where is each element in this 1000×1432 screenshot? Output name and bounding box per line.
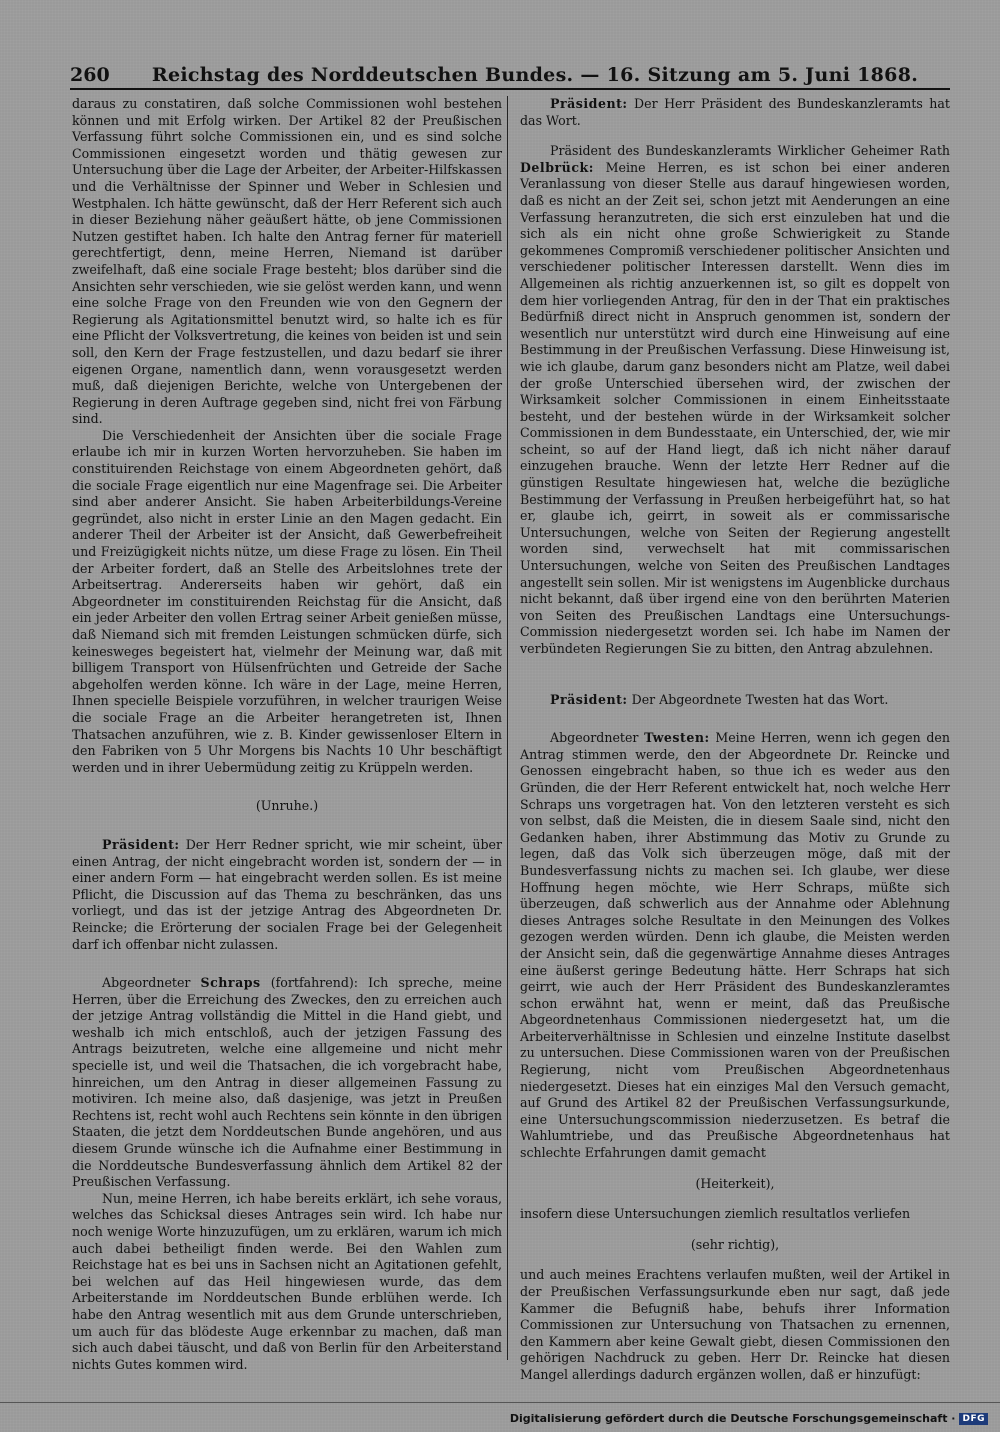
speech-paragraph	[72, 975, 502, 1191]
paragraph: daraus zu constatiren, daß solche Commissionen wohl bestehen können und mit Erfolg wirken. Der Artikel 82 der Preußischen Verfassung führt solche Commissionen ein, und es sind solche Commissionen eingesetzt worden und thätig gewesen zur Untersuchung über die Lage der Arbeiter, der Arbeiter-Hilfskassen und die Verhältnisse der Spinner und Weber in Schlesien und Westphalen. Ich hätte gewünscht, daß der Herr Referent sich auch in dieser Beziehung näher geäußert hätte, ob jene Commissionen Nutzen gestiftet haben. Ich halte den Antrag ferner für materiell gerechtfertigt, denn, meine Herren, Niemand ist darüber zweifelhaft, daß eine sociale Frage besteht; blos darüber sind die Ansichten sehr verschieden, wie sie gelöst werden kann, und wenn eine solche Frage von den Freunden wie von den Gegnern der Regierung als Agitationsmittel benutzt wird, so halte ich es für eine Pflicht der Volksvertretung, die keines von beiden ist und sein soll, den Kern der Frage festzustellen, und dazu bedarf sie ihrer eigenen Organe, namentlich dann, wenn vorausgesetzt werden muß, daß diejenigen Berichte, welche von Untergebenen der Regierung in deren Auftrage gegeben sind, nicht frei von Färbung sind.	[72, 96, 502, 427]
header-rule	[70, 88, 950, 90]
page-number: 260	[70, 64, 110, 86]
speech-paragraph	[520, 692, 950, 709]
speaker-name: Präsident:	[550, 96, 628, 111]
speech-paragraph	[520, 96, 950, 129]
column-divider	[507, 96, 508, 1360]
speaker-name: Präsident:	[102, 836, 180, 852]
speaker-title: Präsident des Bundeskanzleramts Wirklicher Geheimer Rath	[550, 143, 950, 159]
interjection: (Heiterkeit),	[695, 1175, 775, 1191]
speech-paragraph	[520, 730, 950, 1161]
speech-text: Meine Herren, wenn ich gegen den Antrag stimmen werde, den der Abgeordnete Dr. Reincke und Genossen eingebracht haben, so thue ich es weder aus den Gründen, die der Herr Referent entwickelt hat, noch welche Herr Schraps uns vorgetragen hat. Von den letzteren versteht es sich von selbst, daß die Meisten, die in diesem Saale sind, nicht den Gedanken haben, ihrer Abstimmung das Motiv zu Grunde zu legen, daß das Volk sich überzeugen möge, daß mit der Bundesverfassung nichts zu machen sei. Ich glaube, wer diese Hoffnung hegen möchte, wie Herr Schraps, müßte sich überzeugen, daß schwerlich aus der Annahme oder Ablehnung dieses Antrages solche Resultate in den Meinungen des Volkes gezogen werden würden. Denn ich glaube, die Meisten werden der Ansicht sein, daß die gegenwärtige Annahme dieses Antrages eine äußerst geringe Bedeutung hätte. Herr Schraps hat sich geirrt, wie auch der Herr Präsident des Bundeskanzleramtes schon erwähnt hat, wenn er meint, daß das Preußische Abgeordnetenhaus Commissionen niedergesetzt hat, um die Arbeiterverhältnisse in Schlesien und einzelne Institute daselbst zu untersuchen. Diese Commissionen waren von der Preußischen Regierung, nicht vom Preußischen Abgeordnetenhaus niedergesetzt. Dieses hat ein einziges Mal den Versuch gemacht, auf Grund des Artikel 82 der Preußischen Verfassungsurkunde, eine Untersuchungscommission niederzusetzen. Es betraf die Wahlumtriebe, und das Preußische Abgeordnetenhaus hat schlechte Erfahrungen damit gemacht	[520, 730, 950, 1161]
speaker-title: Abgeordneter	[102, 975, 191, 991]
running-head: Reichstag des Norddeutschen Bundes. — 16. Sitzung am 5. Juni 1868.	[151, 64, 919, 86]
footer	[510, 1412, 988, 1425]
paragraph: Die Verschiedenheit der Ansichten über die sociale Frage erlaube ich mir in kurzen Worten hervorzuheben. Sie haben im constituirenden Reichstage von einem Abgeordneten gehört, daß die sociale Frage eigentlich nur eine Magenfrage sei. Die Arbeiter sind aber anderer Ansicht. Sie haben Arbeiterbildungs-Vereine gegründet, also nicht in erster Linie an den Magen gedacht. Ein anderer Theil der Arbeiter ist der Ansicht, daß Gewerbefreiheit und Freizügigkeit nichts nütze, um diese Frage zu lösen. Ein Theil der Arbeiter fordert, daß an Stelle des Arbeitslohnes trete der Arbeitsertrag. Andererseits haben wir gehört, daß ein Abgeordneter im constituirenden Reichstag für die Ansicht, daß ein jeder Arbeiter den vollen Ertrag seiner Arbeit genießen müsse, daß Niemand sich mit fremden Leistungen schmücken dürfe, sich keinesweges begeistert hat, vielmehr der Meinung war, daß mit billigem Transport von Hülsenfrüchten und Getreide der Sache abgeholfen werden könne. Ich wäre in der Lage, meine Herren, Ihnen specielle Beispiele vorzuführen, in welcher traurigen Weise die sociale Frage an die Arbeiter herangetreten ist, Ihnen Thatsachen anzuführen, wie z. B. Kinder gewissenloser Eltern in den Fabriken von 5 Uhr Morgens bis Nachts 10 Uhr beschäftigt werden und in ihrer Uebermüdung zeitig zu Krüppeln werden.	[72, 427, 502, 775]
footer-rule	[0, 1402, 1000, 1403]
speech-text: Der Abgeordnete Twesten hat das Wort.	[631, 691, 889, 707]
speech-text: Meine Herren, es ist schon bei einer anderen Veranlassung von dieser Stelle aus darauf hingewiesen worden, daß es nicht an der Zeit sei, schon jetzt mit Aenderungen an eine Verfassung heranzutreten, die sich erst einzuleben hat und die sich als ein nicht ohne große Schwierigkeit zu Stande gekommenes Compromiß verschiedener politischer Ansichten und verschiedener politischer Interessen darstellt. Wenn dies im Allgemeinen als richtig anzuerkennen ist, so gilt es doppelt von dem hier vorliegenden Antrag, für den in der That ein praktisches Bedürfniß direct nicht in Anspruch genommen ist, sondern der wesentlich nur unterstützt wird durch eine Hinweisung auf eine Bestimmung in der Preußischen Verfassung. Diese Hinweisung ist, wie ich glaube, darum ganz besonders nicht am Platze, weil dabei der große Unterschied übersehen wird, der zwischen der Wirksamkeit solcher Commissionen in einem Einheitsstaate besteht, und der bestehen würde in der Wirksamkeit solcher Commissionen in dem Bundesstaate, ein Unterschied, der, wie mir scheint, so auf der Hand liegt, daß ich nicht näher darauf einzugehen brauche. Wenn der letzte Herr Redner auf die günstigen Resultate hingewiesen hat, welche die bezügliche Bestimmung der Verfassung in Preußen herbeigeführt hat, so hat er, glaube ich, geirrt, in soweit als er commissarische Untersuchungen, welche von Seiten der Regierung angestellt worden sind, verwechselt hat mit commissarischen Untersuchungen, welche von Seiten des Preußischen Landtages angestellt sein sollen. Mir ist wenigstens im Augenblicke durchaus nicht bekannt, daß über irgend eine von den berührten Materien von Seiten des Preußischen Landtags eine Untersuchungs-Commission niedergesetzt worden sei. Ich habe im Namen der verbündeten Regierungen Sie zu bitten, den Antrag abzulehnen.	[520, 159, 950, 656]
dfg-logo: DFG	[959, 1413, 988, 1425]
paragraph: und auch meines Erachtens verlaufen mußten, weil der Artikel in der Preußischen Verfassungsurkunde eben nur sagt, daß jede Kammer die Befugniß habe, behufs ihrer Information Commissionen zur Untersuchung von Thatsachen zu ernennen, den Kammern aber keine Gewalt giebt, diesen Commissionen den gehörigen Nachdruck zu geben. Herr Dr. Reincke hat diesen Mangel allerdings dadurch ergänzen wollen, daß er hinzufügt:	[520, 1267, 950, 1382]
paragraph: insofern diese Untersuchungen ziemlich resultatlos verliefen	[520, 1206, 911, 1222]
speech-paragraph	[520, 143, 950, 657]
interjection: (Unruhe.)	[255, 798, 319, 814]
speaker-name: Schraps	[200, 975, 261, 991]
speaker-title: Abgeordneter	[550, 730, 639, 746]
interjection: (sehr richtig),	[690, 1236, 780, 1252]
paragraph: Nun, meine Herren, ich habe bereits erklärt, ich sehe voraus, welches das Schicksal dieses Antrages sein wird. Ich habe nur noch wenige Worte hinzuzufügen, um zu erklären, warum ich mich auch dabei betheiligt finden werde. Bei den Wahlen zum Reichstage hat es bei uns in Sachsen nicht an Agitationen gefehlt, bei welchen auf das Heil hingewiesen wurde, das dem Arbeiterstande im Norddeutschen Bunde erblühen werde. Ich habe den Antrag wesentlich mit aus dem Grunde unterschrieben, um auch für das blödeste Auge erkennbar zu machen, daß man sich auch dabei täuscht, und daß von Berlin für den Arbeiterstand nichts Gutes kommen wird.	[72, 1190, 502, 1372]
footer-text: Digitalisierung gefördert durch die Deutsche Forschungsgemeinschaft ·	[509, 1412, 956, 1425]
speech-text: Ich spreche, meine Herren, über die Erreichung des Zweckes, den zu erreichen auch der jetzige Antrag vollständig die Mittel in die Hand giebt, und weshalb ich mich entschloß, auch der jetzigen Fassung des Antrags beizutreten, welche eine allgemeine und nicht mehr specielle ist, und weil die Thatsachen, die ich vorgebracht habe, hinreichen, um den Antrag in dieser allgemeinen Fassung zu motiviren. Ich meine also, daß dasjenige, was jetzt in Preußen Rechtens ist, recht wohl auch Rechtens sein könnte in den übrigen Staaten, die jetzt dem Norddeutschen Bunde angehören, und aus diesem Grunde wünsche ich die Aufnahme einer Bestimmung in die Norddeutsche Bundesverfassung ähnlich dem Artikel 82 der Preußischen Verfassung.	[72, 975, 502, 1190]
page-header	[70, 54, 940, 86]
speaker-name: Präsident:	[550, 691, 628, 707]
speaker-note: (fortfahrend):	[270, 975, 359, 991]
speech-text: Der Herr Präsident des Bundeskanzleramts hat das Wort.	[520, 96, 950, 128]
left-column	[72, 96, 502, 1373]
speaker-name: Delbrück:	[520, 159, 594, 175]
speech-text: Der Herr Redner spricht, wie mir scheint, über einen Antrag, der nicht eingebracht worden ist, sondern der — in einer andern Form — hat eingebracht werden sollen. Es ist meine Pflicht, die Discussion auf das Thema zu beschränken, das uns vorliegt, und das ist der jetzige Antrag des Abgeordneten Dr. Reincke; die Erörterung der socialen Frage bei der Gelegenheit darf ich offenbar nicht zulassen.	[72, 836, 502, 952]
speaker-name: Twesten:	[644, 730, 710, 746]
right-column	[520, 96, 950, 1384]
speech-paragraph	[72, 837, 502, 953]
